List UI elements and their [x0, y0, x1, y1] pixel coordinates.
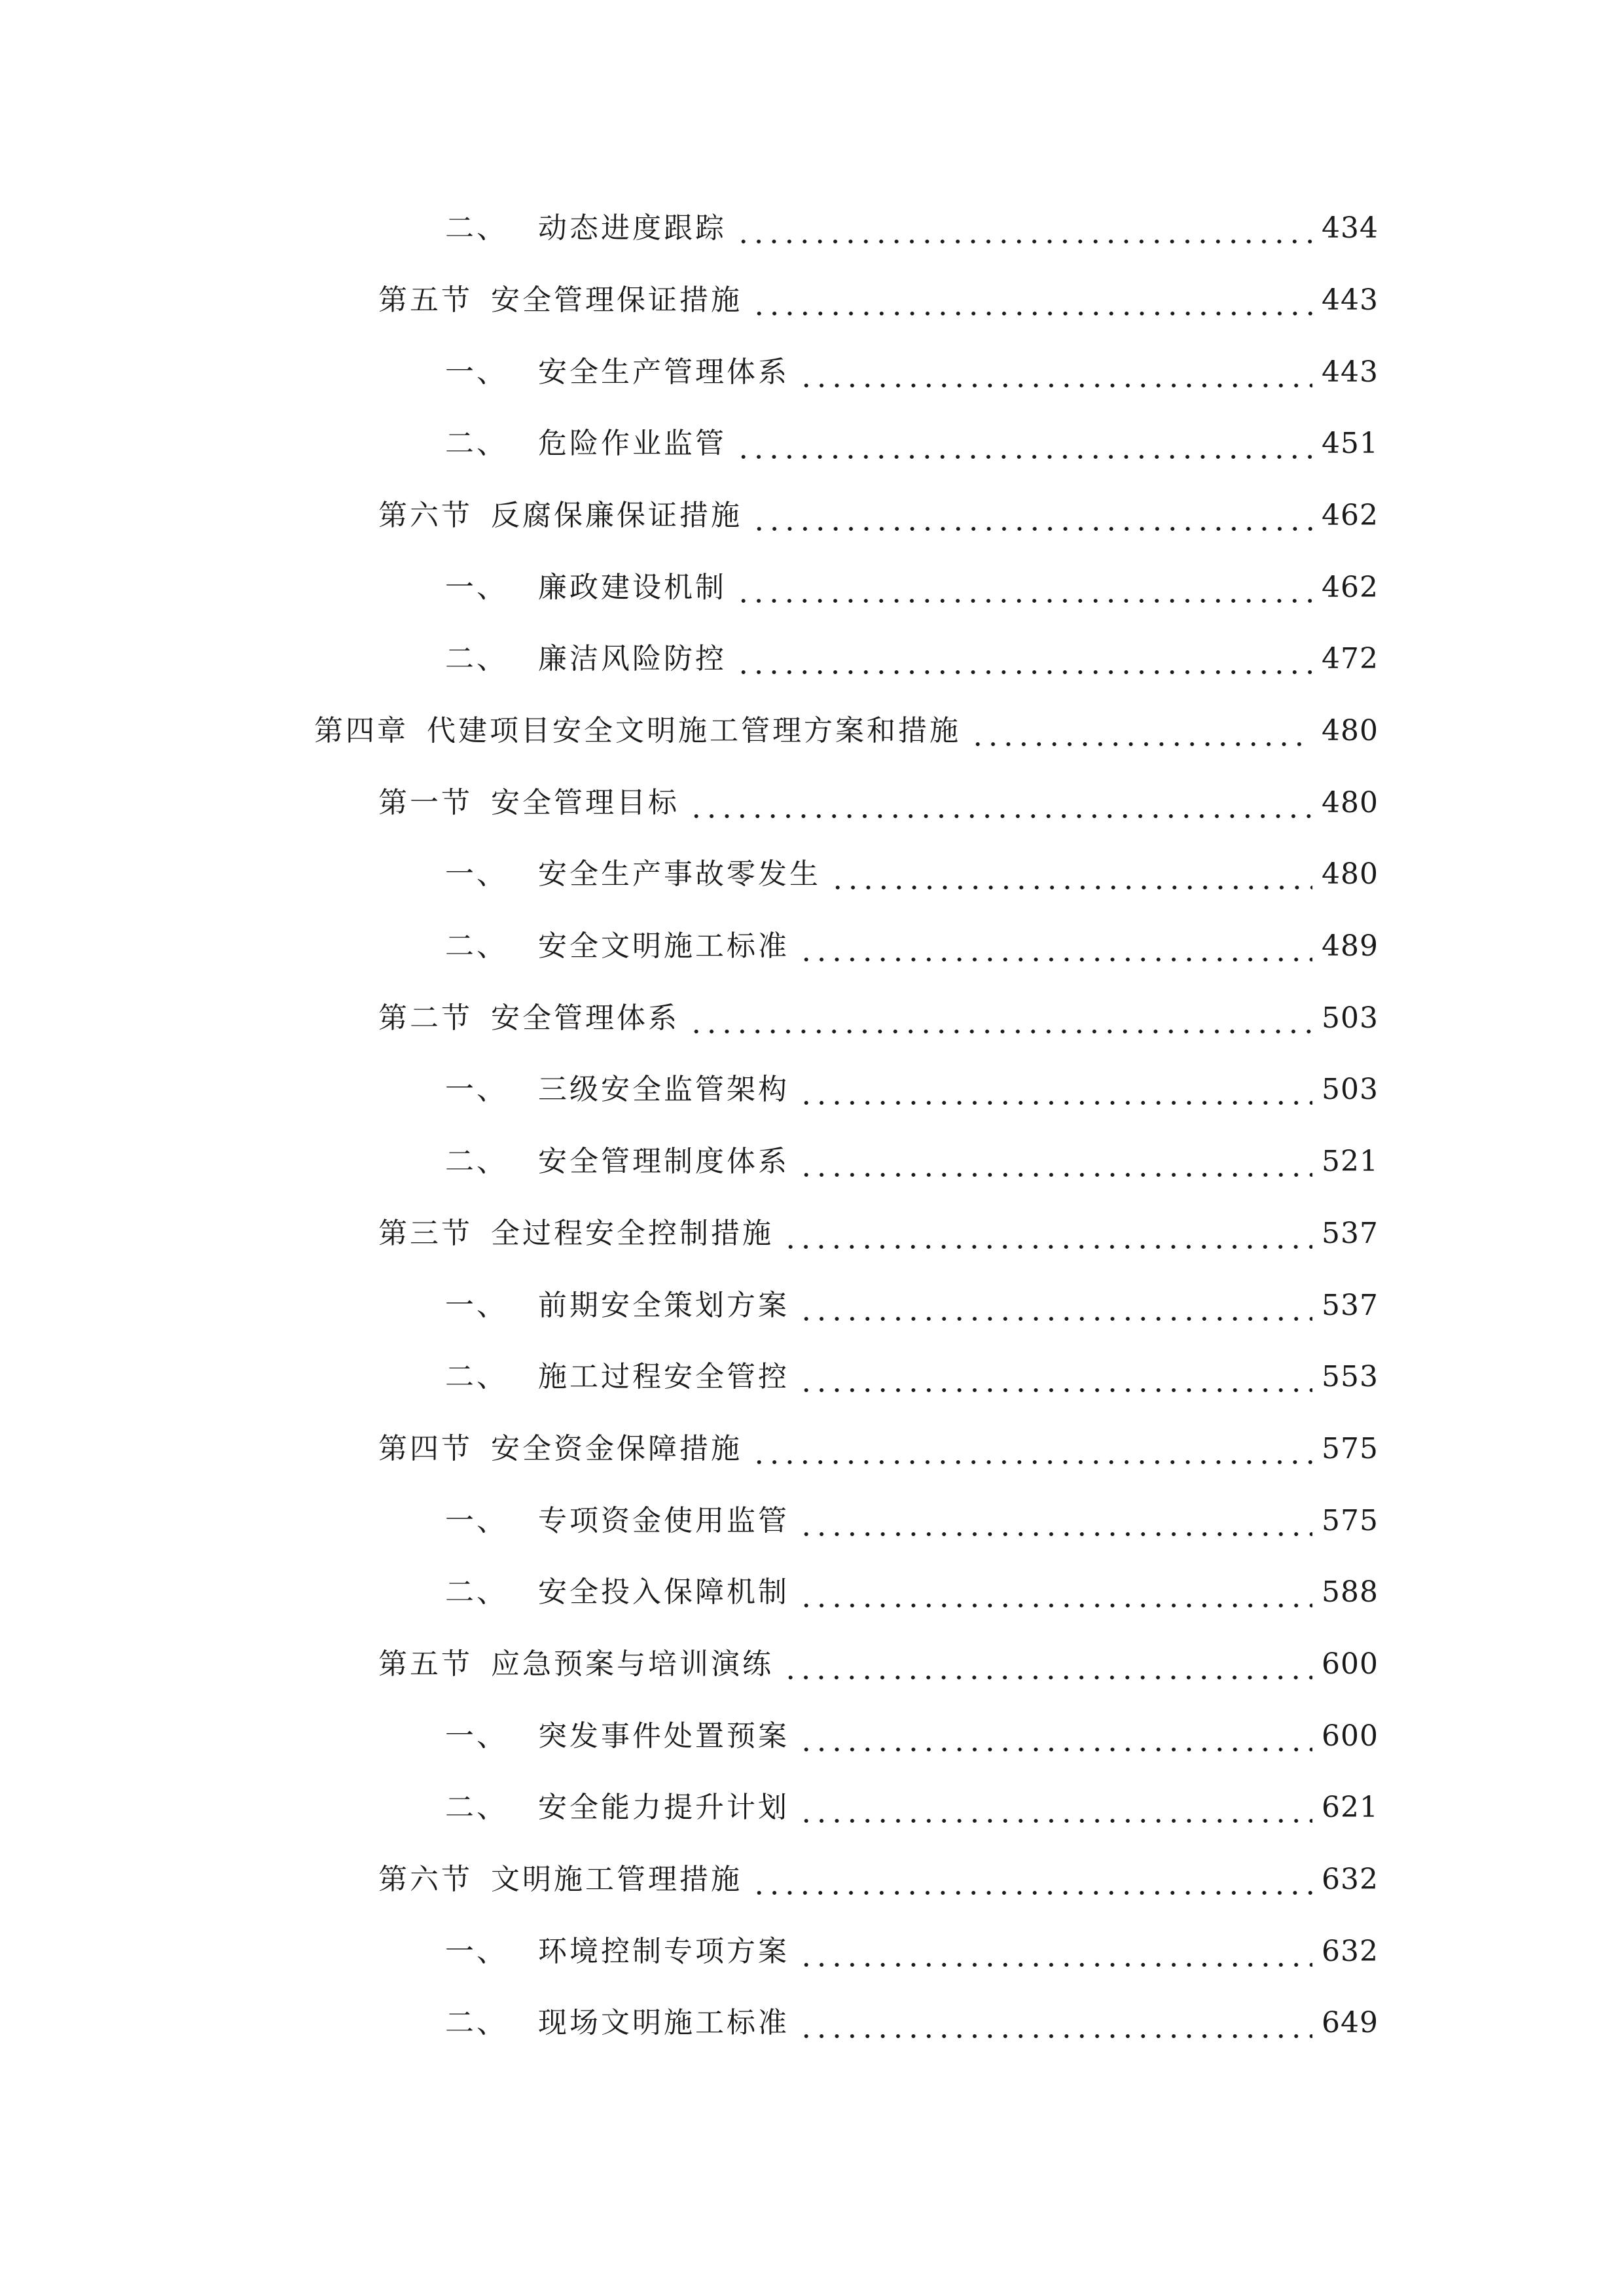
entry-number: 一、	[445, 1719, 508, 1753]
dot-leader	[799, 924, 1312, 969]
dot-leader	[751, 278, 1312, 323]
toc-entry[interactable]	[445, 2000, 1379, 2046]
entry-page-number: 632	[1322, 1863, 1379, 1896]
dot-leader	[970, 708, 1312, 754]
dot-leader	[689, 996, 1312, 1041]
toc-entry[interactable]	[378, 1211, 1379, 1257]
entry-number: 二、	[445, 1791, 508, 1824]
entry-page-number: 462	[1322, 499, 1379, 532]
toc-entry[interactable]	[314, 708, 1379, 754]
entry-page-number: 443	[1322, 283, 1379, 317]
entry-number: 第五节	[378, 283, 473, 317]
entry-number: 第二节	[378, 1001, 473, 1035]
entry-title: 廉政建设机制	[538, 571, 727, 604]
dot-leader	[799, 1929, 1312, 1975]
dot-leader	[689, 780, 1312, 826]
entry-page-number: 537	[1322, 1289, 1379, 1322]
dot-leader	[736, 636, 1312, 682]
entry-page-number: 621	[1322, 1791, 1379, 1824]
entry-title: 专项资金使用监管	[538, 1504, 789, 1537]
entry-number: 第四章	[314, 714, 408, 747]
entry-page-number: 632	[1322, 1935, 1379, 1968]
toc-entry[interactable]	[445, 924, 1379, 969]
dot-leader	[736, 421, 1312, 467]
entry-page-number: 489	[1322, 929, 1379, 963]
dot-leader	[799, 1139, 1312, 1185]
entry-number: 一、	[445, 1935, 508, 1968]
toc-entry[interactable]	[445, 1283, 1379, 1329]
entry-number: 一、	[445, 571, 508, 604]
entry-number: 二、	[445, 2006, 508, 2039]
toc-entry[interactable]	[445, 565, 1379, 611]
entry-title: 文明施工管理措施	[491, 1863, 742, 1896]
entry-title: 全过程安全控制措施	[491, 1217, 774, 1250]
entry-number: 第一节	[378, 786, 473, 819]
toc-entry[interactable]	[445, 1139, 1379, 1185]
toc-entry[interactable]	[378, 996, 1379, 1041]
toc-entry[interactable]	[445, 1929, 1379, 1975]
entry-title: 三级安全监管架构	[538, 1073, 789, 1106]
entry-page-number: 537	[1322, 1217, 1379, 1250]
entry-number: 一、	[445, 1289, 508, 1322]
entry-number: 一、	[445, 1073, 508, 1106]
entry-number: 二、	[445, 1145, 508, 1178]
entry-title: 安全生产管理体系	[538, 355, 789, 389]
dot-leader	[751, 1426, 1312, 1472]
entry-page-number: 503	[1322, 1073, 1379, 1106]
entry-number: 第六节	[378, 1863, 473, 1896]
entry-page-number: 434	[1322, 211, 1379, 245]
entry-title: 前期安全策划方案	[538, 1289, 789, 1322]
toc-entry[interactable]	[378, 1426, 1379, 1472]
entry-number: 二、	[445, 642, 508, 675]
dot-leader	[783, 1211, 1312, 1257]
toc-entry[interactable]	[445, 852, 1379, 897]
dot-leader	[799, 1067, 1312, 1113]
entry-number: 一、	[445, 857, 508, 891]
entry-page-number: 443	[1322, 355, 1379, 389]
dot-leader	[799, 2000, 1312, 2046]
entry-page-number: 521	[1322, 1145, 1379, 1178]
dot-leader	[799, 350, 1312, 395]
toc-entry[interactable]	[445, 1713, 1379, 1759]
entry-page-number: 480	[1322, 786, 1379, 819]
entry-number: 二、	[445, 1360, 508, 1393]
dot-leader	[736, 206, 1312, 251]
entry-page-number: 649	[1322, 2006, 1379, 2039]
toc-entry[interactable]	[445, 421, 1379, 467]
toc-entry[interactable]	[445, 1498, 1379, 1544]
entry-page-number: 600	[1322, 1719, 1379, 1753]
entry-number: 二、	[445, 427, 508, 460]
entry-page-number: 588	[1322, 1575, 1379, 1609]
entry-title: 动态进度跟踪	[538, 211, 727, 245]
entry-title: 廉洁风险防控	[538, 642, 727, 675]
entry-number: 一、	[445, 355, 508, 389]
entry-title: 安全投入保障机制	[538, 1575, 789, 1609]
entry-title: 现场文明施工标准	[538, 2006, 789, 2039]
entry-title: 安全管理保证措施	[491, 283, 742, 317]
toc-entry[interactable]	[445, 350, 1379, 395]
toc-entry[interactable]	[378, 493, 1379, 539]
entry-number: 一、	[445, 1504, 508, 1537]
dot-leader	[799, 1713, 1312, 1759]
entry-title: 安全能力提升计划	[538, 1791, 789, 1824]
toc-entry[interactable]	[445, 636, 1379, 682]
entry-title: 安全管理目标	[491, 786, 679, 819]
entry-number: 第三节	[378, 1217, 473, 1250]
entry-number: 二、	[445, 929, 508, 963]
entry-title: 安全生产事故零发生	[538, 857, 821, 891]
entry-number: 二、	[445, 211, 508, 245]
toc-entry[interactable]	[445, 1570, 1379, 1615]
entry-page-number: 480	[1322, 714, 1379, 747]
dot-leader	[751, 1857, 1312, 1903]
toc-entry[interactable]	[378, 780, 1379, 826]
toc-entry[interactable]	[445, 1067, 1379, 1113]
entry-title: 安全资金保障措施	[491, 1432, 742, 1465]
entry-title: 反腐保廉保证措施	[491, 499, 742, 532]
dot-leader	[799, 1354, 1312, 1400]
entry-page-number: 451	[1322, 427, 1379, 460]
entry-number: 第六节	[378, 499, 473, 532]
entry-number: 第四节	[378, 1432, 473, 1465]
entry-page-number: 462	[1322, 571, 1379, 604]
entry-title: 危险作业监管	[538, 427, 727, 460]
entry-page-number: 503	[1322, 1001, 1379, 1035]
entry-page-number: 575	[1322, 1504, 1379, 1537]
entry-title: 应急预案与培训演练	[491, 1647, 774, 1681]
toc-entry[interactable]	[445, 1354, 1379, 1400]
entry-title: 代建项目安全文明施工管理方案和措施	[427, 714, 961, 747]
entry-title: 安全管理制度体系	[538, 1145, 789, 1178]
dot-leader	[830, 852, 1312, 897]
entry-title: 环境控制专项方案	[538, 1935, 789, 1968]
dot-leader	[751, 493, 1312, 539]
entry-title: 安全文明施工标准	[538, 929, 789, 963]
entry-title: 安全管理体系	[491, 1001, 679, 1035]
dot-leader	[799, 1785, 1312, 1831]
toc-entry[interactable]	[378, 278, 1379, 323]
entry-title: 突发事件处置预案	[538, 1719, 789, 1753]
entry-page-number: 553	[1322, 1360, 1379, 1393]
toc-entry[interactable]	[445, 1785, 1379, 1831]
toc-entry[interactable]	[378, 1641, 1379, 1687]
entry-page-number: 480	[1322, 857, 1379, 891]
entry-title: 施工过程安全管控	[538, 1360, 789, 1393]
dot-leader	[783, 1641, 1312, 1687]
entry-number: 第五节	[378, 1647, 473, 1681]
toc-entry[interactable]	[445, 206, 1379, 251]
entry-page-number: 600	[1322, 1647, 1379, 1681]
entry-page-number: 575	[1322, 1432, 1379, 1465]
dot-leader	[799, 1570, 1312, 1615]
toc-entry[interactable]	[378, 1857, 1379, 1903]
entry-page-number: 472	[1322, 642, 1379, 675]
dot-leader	[799, 1498, 1312, 1544]
entry-number: 二、	[445, 1575, 508, 1609]
dot-leader	[799, 1283, 1312, 1329]
dot-leader	[736, 565, 1312, 611]
